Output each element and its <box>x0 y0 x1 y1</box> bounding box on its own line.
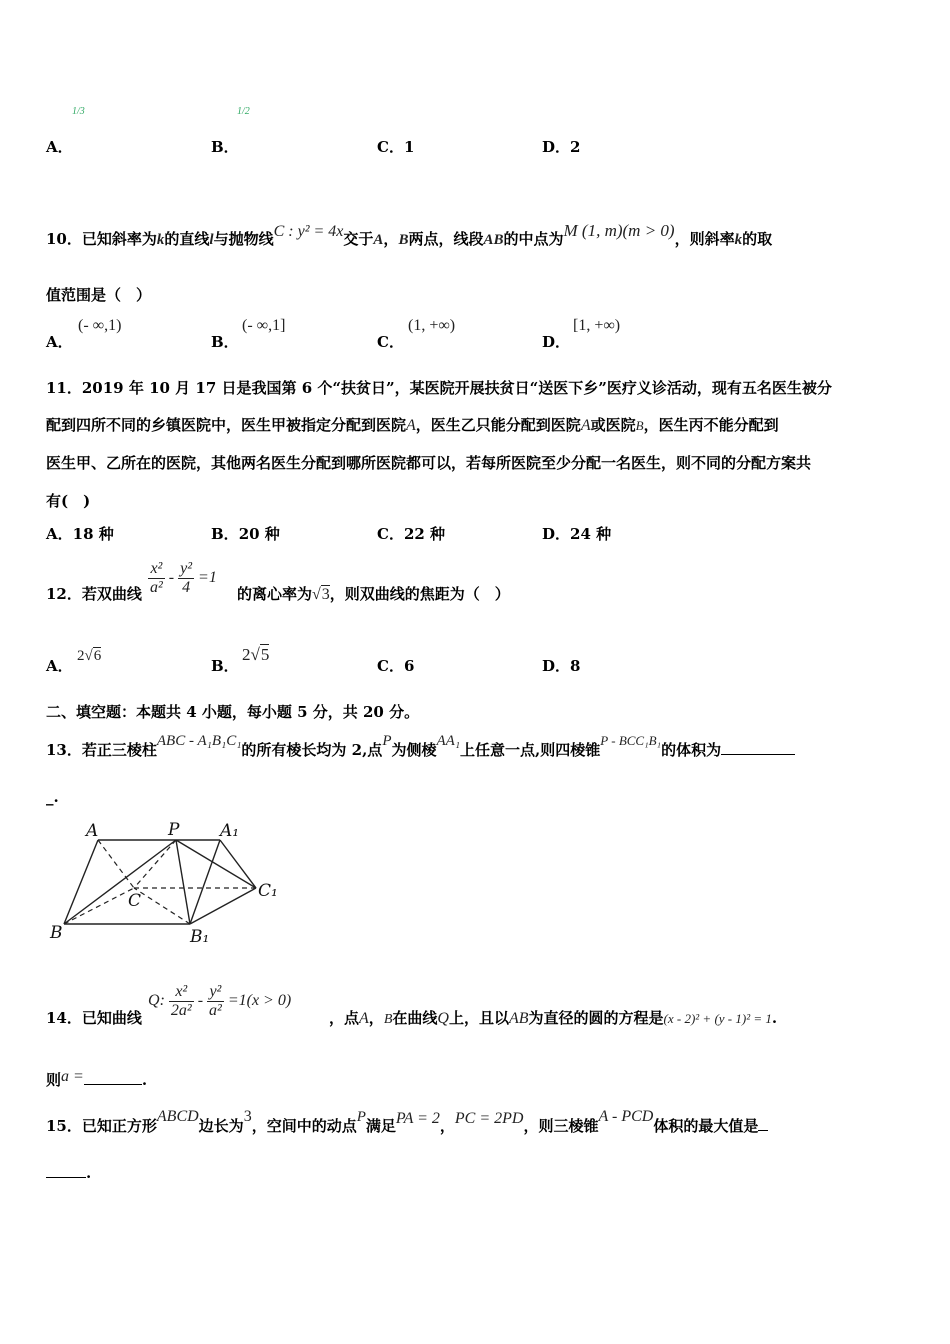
q12-option-c: C．6 <box>377 657 415 675</box>
q11-option-c: C．22 种 <box>377 525 446 543</box>
q10-option-c-value: (1, +∞) <box>408 317 456 334</box>
q15-tail: . <box>46 1164 91 1182</box>
label-a: A <box>86 821 99 841</box>
q14-curve: Q: $\frac{\text{x²}}{\text{2a²}}$ - $\frac{\text{y²}}{\text{a²}}$ =1(x > 0) <box>148 983 292 1019</box>
q12-number-text: 12．若双曲线 <box>46 585 142 603</box>
q11-option-d: D．24 种 <box>542 525 612 543</box>
q9-option-b: B． <box>211 138 239 156</box>
edge-p-b1 <box>176 840 190 924</box>
q10-option-c: C． <box>377 333 404 351</box>
q10-option-a-value: (- ∞,1) <box>78 317 122 334</box>
edge-b1-c <box>134 888 190 924</box>
q10-option-a: A． <box>46 333 73 351</box>
q14-line2: 则a = . <box>46 1068 148 1089</box>
q12-text-2: 的离心率为√3，则双曲线的焦距为（ ） <box>237 585 510 603</box>
q10-option-b: B． <box>211 333 239 351</box>
edge-a-c <box>98 840 134 888</box>
q10-option-d-value: [1, +∞) <box>573 317 621 334</box>
q9-option-a-value: 1/3 <box>72 106 85 117</box>
q12-option-b-value: 2√5 <box>242 645 270 664</box>
edge-b1-c1 <box>190 888 256 924</box>
q10-option-b-value: (- ∞,1] <box>242 317 286 334</box>
q11-option-a: A．18 种 <box>46 525 114 543</box>
q13-line1: 13．若正三棱柱ABC - A₁B₁C₁的所有棱长均为 2,点P为侧棱AA₁上任意一点,则四棱锥P - BCC₁B₁的体积为 <box>46 739 795 760</box>
edge-a1-b1 <box>190 840 220 924</box>
edge-p-c <box>134 840 176 888</box>
q9-option-d: D．2 <box>542 138 581 156</box>
q13-tail: _. <box>46 788 59 806</box>
q12-hyperbola: $\frac{\text{x²}}{\text{a²}}$ - $\frac{\text{y²}}{4}$ =1 <box>150 560 217 596</box>
label-a1: A₁ <box>220 821 240 841</box>
q14-number-text: 14．已知曲线 <box>46 1009 142 1027</box>
label-c: C <box>128 891 142 911</box>
label-p: P <box>168 820 180 840</box>
q12-option-a-value: 2√6 <box>77 648 102 664</box>
q10-line1: 10．已知斜率为k的直线l与抛物线C : y² = 4x交于A，B两点，线段AB的中点为M (1, m)(m > 0)，则斜率k的取 <box>46 221 773 248</box>
q12-option-b: B． <box>211 657 239 675</box>
label-b1: B₁ <box>190 927 210 947</box>
q11-line4: 有( ) <box>46 492 91 510</box>
edge-p-c1 <box>176 840 256 888</box>
label-b: B <box>50 923 63 943</box>
q10-line2: 值范围是（ ） <box>46 286 152 304</box>
q12-option-d: D．8 <box>542 657 581 675</box>
q11-line1: 11．2019 年 10 月 17 日是我国第 6 个“扶贫日”，某医院开展扶贫日“送医下乡”医疗义诊活动，现有五名医生被分 <box>46 379 832 397</box>
q10-option-d: D． <box>542 333 571 351</box>
edge-a1-c1 <box>220 840 256 888</box>
q12-option-a: A． <box>46 657 73 675</box>
prism-figure <box>46 820 286 950</box>
label-c1: C₁ <box>258 881 278 901</box>
q15-line1: 15．已知正方形ABCD边长为3，空间中的动点P满足PA = 2，PC = 2PD，则三棱锥A - PCD体积的最大值是 <box>46 1115 768 1136</box>
q11-line3: 医生甲、乙所在的医院，其他两名医生分配到哪所医院都可以，若每所医院至少分配一名医生，则不同的分配方案共 <box>46 454 812 472</box>
edge-b-c <box>64 888 134 924</box>
q11-line2: 配到四所不同的乡镇医院中，医生甲被指定分配到医院A，医生乙只能分配到医院A或医院B，医生丙不能分配到 <box>46 416 779 434</box>
section-2-heading: 二、填空题：本题共 4 小题，每小题 5 分，共 20 分。 <box>46 703 420 721</box>
q9-option-a: A． <box>46 138 73 156</box>
q11-option-b: B．20 种 <box>211 525 280 543</box>
q14-line1-rest: ，点A，B在曲线Q上，且以AB为直径的圆的方程是(x - 2)² + (y - 1)² = 1. <box>329 1009 778 1027</box>
q9-option-b-value: 1/2 <box>237 106 250 117</box>
q9-option-c: C．1 <box>377 138 415 156</box>
